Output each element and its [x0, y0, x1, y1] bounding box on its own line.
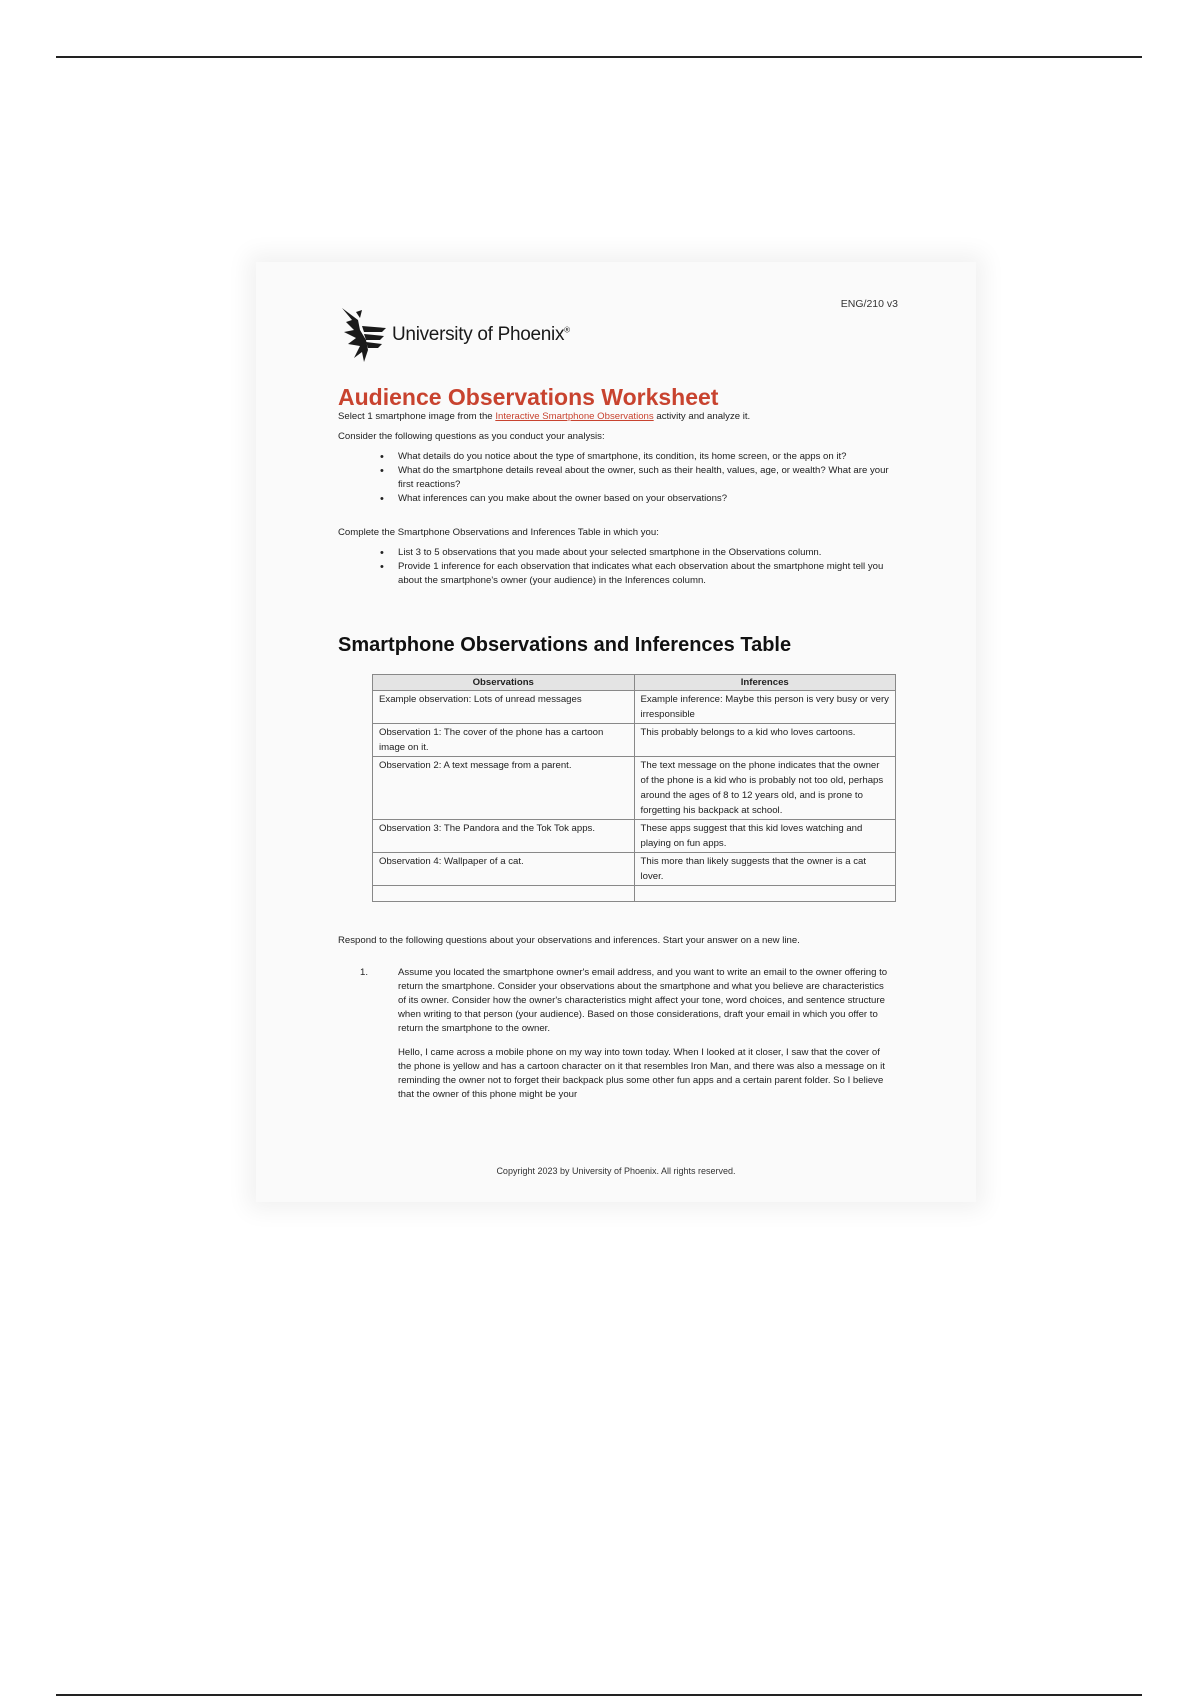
list-item: [360, 966, 890, 1102]
list-item: • What inferences can you make about the owner based on your observations?: [380, 492, 890, 506]
column-header-observations: Observations: [373, 675, 635, 691]
table-cell: Observation 2: A text message from a parent.: [373, 757, 635, 820]
table-cell: [634, 886, 896, 902]
column-header-inferences: Inferences: [634, 675, 896, 691]
table-row: [373, 820, 896, 853]
worksheet-title: Audience Observations Worksheet: [338, 384, 719, 410]
table-row: [373, 853, 896, 886]
copyright-footer: Copyright 2023 by University of Phoenix. All rights reserved.: [496, 1166, 736, 1176]
numbered-question-list: [360, 966, 890, 1102]
question-list: [380, 450, 890, 506]
smartphone-observations-link[interactable]: Interactive Smartphone Observations: [495, 411, 654, 422]
table-cell: Observation 4: Wallpaper of a cat.: [373, 853, 635, 886]
intro-paragraph: Select 1 smartphone image from the Interactive Smartphone Observations activity and analyze it.: [338, 411, 751, 422]
bottom-rule: [56, 1694, 1142, 1696]
table-row: [373, 886, 896, 902]
table-cell: Example inference: Maybe this person is very busy or very irresponsible: [634, 691, 896, 724]
logo-wordmark: University of Phoenix®: [392, 324, 570, 345]
table-header-row: [373, 675, 896, 691]
list-item: • Provide 1 inference for each observation that indicates what each observation about the smartphone might tell you about the smartphone's owner (your audience) in the Inferences column.: [380, 560, 890, 588]
document-page: [256, 262, 976, 1202]
observations-table: [372, 674, 896, 902]
table-cell: Observation 1: The cover of the phone has a cartoon image on it.: [373, 724, 635, 757]
table-row: [373, 757, 896, 820]
table-cell: Observation 3: The Pandora and the Tok Tok apps.: [373, 820, 635, 853]
list-item: • What details do you notice about the type of smartphone, its condition, its home screen, or the apps on it?: [380, 450, 890, 464]
phoenix-logo-icon: [338, 306, 388, 364]
table-cell: This more than likely suggests that the owner is a cat lover.: [634, 853, 896, 886]
table-cell: [373, 886, 635, 902]
task-list: [380, 546, 890, 588]
answer-text: Hello, I came across a mobile phone on my way into town today. When I looked at it closer, I saw that the cover of the phone is yellow and has a cartoon character on it that resembles Iron Man, and there was also a message on it reminding the owner not to forget their backpack plus some other fun apps and a certain parent folder. So I believe that the owner of this phone might be your: [398, 1047, 885, 1100]
table-title: Smartphone Observations and Inferences Table: [338, 634, 792, 656]
respond-paragraph: Respond to the following questions about your observations and inferences. Start your answer on a new line.: [338, 935, 800, 946]
consider-paragraph: Consider the following questions as you conduct your analysis:: [338, 431, 605, 442]
question-text: Assume you located the smartphone owner's email address, and you want to write an email to the owner offering to return the smartphone. Consider your observations about the smartphone and what you believe are characteristics of its owner. Consider how the owner's characteristics might affect your tone, word choices, and sentence structure when writing to that person (your audience). Based on those considerations, draft your email in which you offer to return the smartphone to the owner.: [398, 967, 888, 1034]
list-item: • List 3 to 5 observations that you made about your selected smartphone in the Observations column.: [380, 546, 890, 560]
table-row: [373, 724, 896, 757]
table-row: [373, 691, 896, 724]
table-cell: The text message on the phone indicates that the owner of the phone is a kid who is probably not too old, perhaps around the ages of 8 to 12 years old, and is prone to forgetting his backpack at school.: [634, 757, 896, 820]
list-item: • What do the smartphone details reveal about the owner, such as their health, values, age, or wealth? What are your first reactions?: [380, 464, 890, 492]
university-logo: [338, 306, 570, 364]
question-number: 1.: [360, 967, 369, 978]
table-cell: These apps suggest that this kid loves watching and playing on fun apps.: [634, 820, 896, 853]
course-code: ENG/210 v3: [840, 298, 898, 310]
table-cell: Example observation: Lots of unread messages: [373, 691, 635, 724]
complete-paragraph: Complete the Smartphone Observations and Inferences Table in which you:: [338, 527, 659, 538]
table-cell: This probably belongs to a kid who loves cartoons.: [634, 724, 896, 757]
top-rule: [56, 56, 1142, 58]
